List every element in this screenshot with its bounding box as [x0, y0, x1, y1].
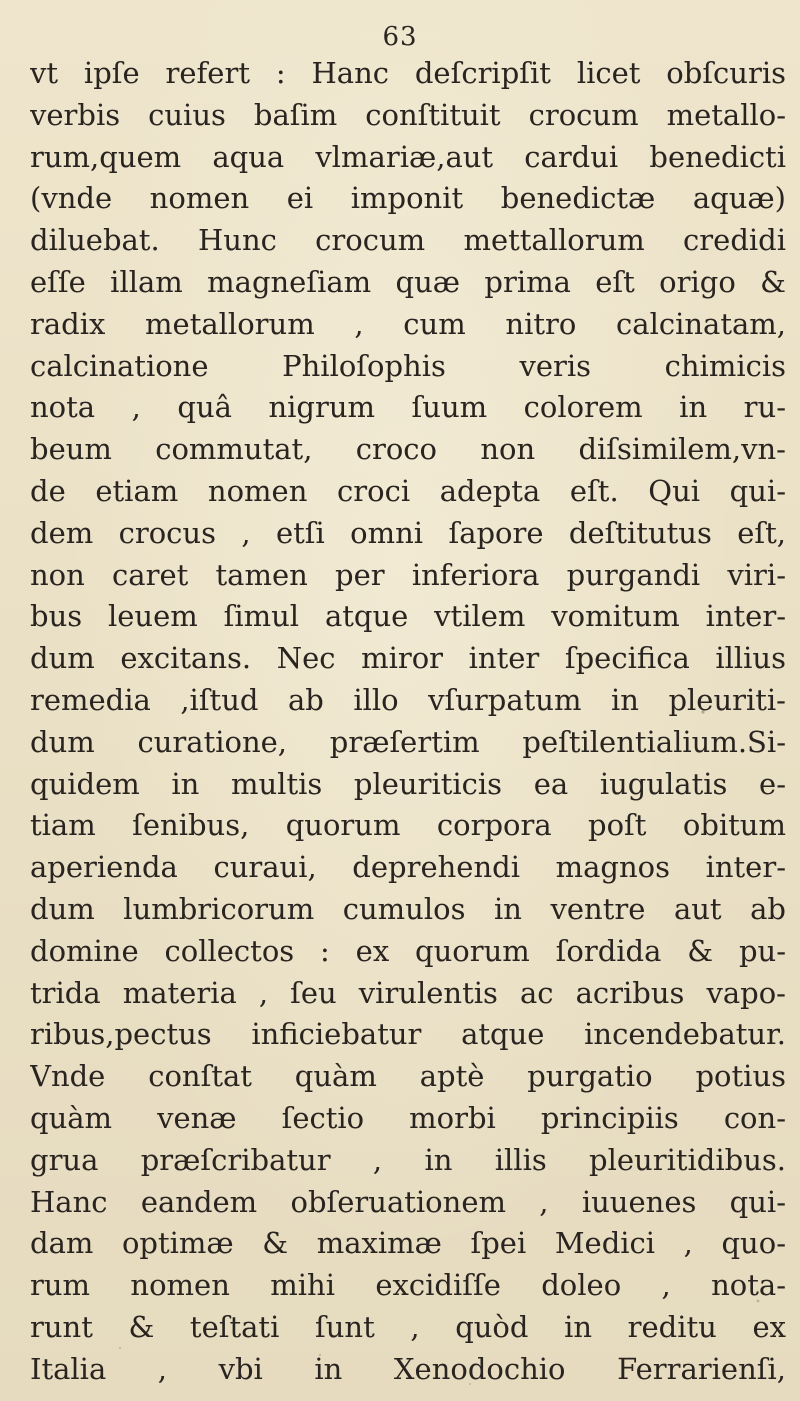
text-line: dum curatione, præſertim peſtilentialium.Si-: [30, 724, 786, 759]
text-line: nota , quâ nigrum ſuum colorem in ru-: [30, 390, 786, 425]
page-number: 63: [382, 22, 418, 52]
text-line: runt & teſtati ſunt , quòd in reditu ex: [30, 1309, 786, 1344]
text-line: aperienda curaui, deprehendi magnos inter-: [30, 850, 786, 885]
text-line: trida materia , ſeu virulentis ac acribus vapo-: [30, 975, 786, 1010]
text-line: bus leuem ſimul atque vtilem vomitum inter-: [30, 599, 786, 634]
text-line: dem crocus , etſi omni ſapore deſtitutus eſt,: [30, 515, 786, 550]
text-line: quidem in multis pleuriticis ea iugulatis e-: [30, 766, 786, 801]
text-line: non caret tamen per inferiora purgandi viri-: [30, 557, 786, 592]
text-line: vt ipſe refert : Hanc deſcripſit licet obſcuris: [30, 56, 786, 90]
text-line: diluebat. Hunc crocum mettallorum credidi: [30, 223, 786, 258]
text-line: dum excitans. Nec miror inter ſpecifica illius: [30, 641, 786, 676]
text-line: Hanc eandem obſeruationem , iuuenes qui-: [30, 1184, 786, 1219]
text-line: de etiam nomen croci adepta eſt. Qui qui-: [30, 473, 786, 508]
text-line: beum commutat, croco non diſsimilem,vn-: [30, 432, 786, 467]
text-line: dam optimæ & maximæ ſpei Medici , quo-: [30, 1226, 786, 1261]
text-line: tiam ſenibus, quorum corpora poſt obitum: [30, 808, 786, 843]
text-line: domine collectos : ex quorum ſordida & pu-: [30, 933, 786, 968]
text-line: rum nomen mihi excidiſſe doleo , nota-: [30, 1268, 786, 1303]
text-line: quàm venæ ſectio morbi principiis con-: [30, 1100, 786, 1135]
text-line: Vnde conſtat quàm aptè purgatio potius: [30, 1059, 786, 1094]
text-line: verbis cuius baſim conſtituit crocum metallo-: [30, 97, 786, 132]
text-line: eſſe illam magneſiam quæ prima eſt origo &: [30, 264, 786, 299]
text-line: calcinatione Philoſophis veris chimicis: [30, 348, 786, 383]
text-line: remedia ,iſtud ab illo vſurpatum in pleuriti-: [30, 682, 786, 717]
text-line: ribus,pectus inficiebatur atque incendebatur.: [30, 1017, 786, 1052]
text-line: radix metallorum , cum nitro calcinatam,: [30, 306, 786, 341]
text-line: grua præſcribatur , in illis pleuritidibus.: [30, 1142, 786, 1177]
body-text: [30, 53, 786, 1391]
text-line: (vnde nomen ei imponit benedictæ aquæ): [30, 181, 786, 216]
text-line: Italia , vbi in Xenodochio Ferrarienſi,: [30, 1351, 786, 1386]
text-line: rum,quem aqua vlmariæ,aut cardui benedicti: [30, 139, 786, 174]
text-line: dum lumbricorum cumulos in ventre aut ab: [30, 891, 786, 926]
